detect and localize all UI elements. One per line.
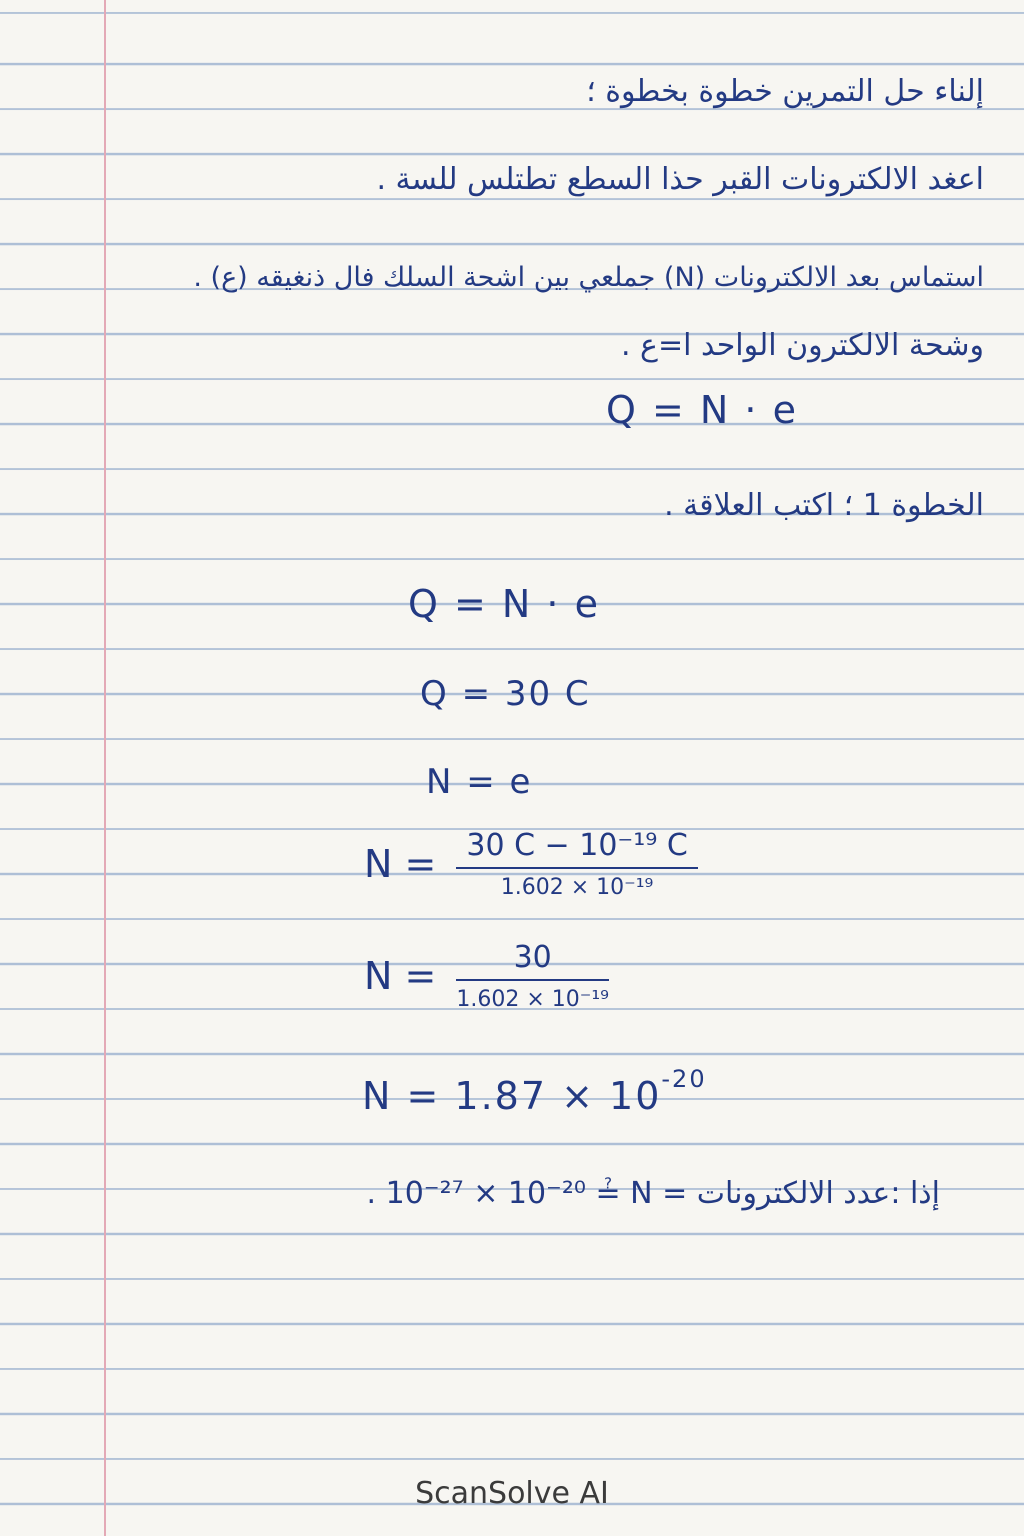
fraction-1-denominator: 1.602 × 10⁻¹⁹	[500, 875, 654, 900]
main-equation: Q = N · e	[606, 388, 798, 432]
final-answer-text: . 10⁻²⁷ × 10⁻²⁰ ≟ N = إذا :عدد الالكترونات	[366, 1176, 940, 1211]
fraction-1-numerator: 30 C − 10⁻¹⁹ C	[466, 828, 688, 863]
definition-line: استماس بعد الالكترونات (N) جملعي بين اشحة السلك فال ذنغيقه (ع) .	[193, 262, 984, 293]
fraction-1-lhs: N =	[364, 842, 437, 886]
margin-line	[104, 0, 106, 1536]
result-exponent: -20	[661, 1065, 707, 1093]
scansolve-watermark: ScanSolve AI	[415, 1476, 609, 1511]
intro-line: إلناء حل التمرين خطوة بخطوة ؛	[586, 74, 984, 109]
fraction-2-numerator: 30	[513, 940, 552, 975]
equation-n-e: N = e	[426, 762, 533, 802]
result-base: N = 1.87 × 10	[362, 1074, 662, 1118]
fraction-equation-1	[364, 828, 698, 900]
equation-q-value: Q = 30 C	[420, 674, 591, 714]
fraction-2-lhs: N =	[364, 954, 437, 998]
electron-charge-line: وشحة الالكترون الواحد ا=ع .	[620, 328, 984, 363]
equation-q-n-e: Q = N · e	[408, 582, 600, 626]
fraction-2-denominator: 1.602 × 10⁻¹⁹	[456, 987, 610, 1012]
final-answer-line	[367, 1176, 940, 1211]
electron-count-line: اعغد الالكترونات القبر حذا السطع تطتلس للسة .	[376, 162, 984, 197]
result-equation	[362, 1065, 707, 1118]
fraction-equation-2	[364, 940, 609, 1012]
step-1-heading: الخطوة 1 ؛ اكتب العلاقة .	[664, 488, 984, 523]
